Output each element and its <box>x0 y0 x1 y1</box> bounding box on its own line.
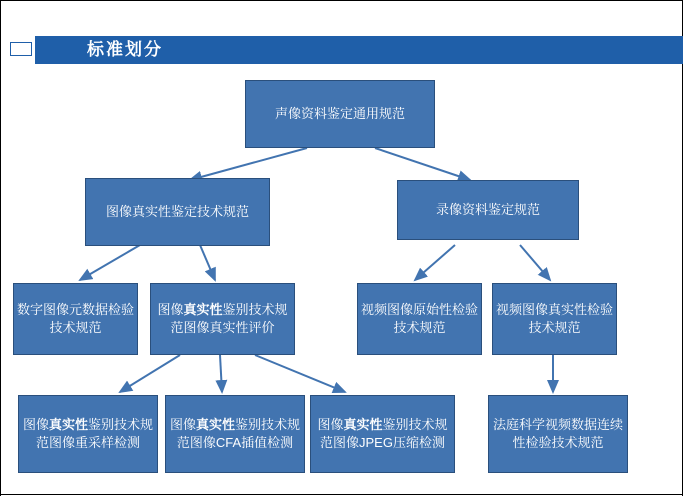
node-video-originality-inspection[interactable] <box>357 283 482 355</box>
node-video-authenticity-inspection-label: 视频图像真实性检验技术规范 <box>496 302 614 335</box>
node-image-authenticity-spec[interactable] <box>85 178 270 246</box>
node-video-originality-inspection-label: 视频图像原始性检验技术规范 <box>361 302 479 335</box>
node-video-continuity-inspection-label: 法庭科学视频数据连续性检验技术规范 <box>492 417 623 450</box>
node-root-label: 声像资料鉴定通用规范 <box>274 106 405 121</box>
node-resampling-detection[interactable] <box>18 395 158 473</box>
node-metadata-inspection[interactable] <box>13 283 138 355</box>
node-video-authenticity-inspection[interactable] <box>492 283 617 355</box>
node-authenticity-evaluation[interactable] <box>150 283 295 355</box>
node-cfa-interpolation-detection-label: 图像真实性鉴别技术规范图像CFA插值检测 <box>169 417 301 450</box>
node-cfa-interpolation-detection[interactable] <box>165 395 305 473</box>
title-bullet-icon <box>10 42 32 56</box>
node-metadata-inspection-label: 数字图像元数据检验技术规范 <box>17 302 135 335</box>
node-image-authenticity-spec-label: 图像真实性鉴定技术规范 <box>105 204 249 219</box>
frame-border-left <box>0 0 1 496</box>
node-jpeg-compression-detection-label: 图像真实性鉴别技术规范图像JPEG压缩检测 <box>317 417 448 450</box>
page-title: 标准划分 <box>35 36 683 64</box>
node-video-appraisal-spec-label: 录像资料鉴定规范 <box>435 202 540 217</box>
node-authenticity-evaluation-label: 图像真实性鉴别技术规范图像真实性评价 <box>157 302 288 335</box>
node-jpeg-compression-detection[interactable] <box>310 395 455 473</box>
node-video-appraisal-spec[interactable] <box>397 180 579 240</box>
node-video-continuity-inspection[interactable] <box>488 395 628 473</box>
node-resampling-detection-label: 图像真实性鉴别技术规范图像重采样检测 <box>22 417 154 450</box>
node-root[interactable] <box>245 80 435 148</box>
frame-border-bottom <box>0 494 683 495</box>
frame-border-top <box>0 0 683 1</box>
